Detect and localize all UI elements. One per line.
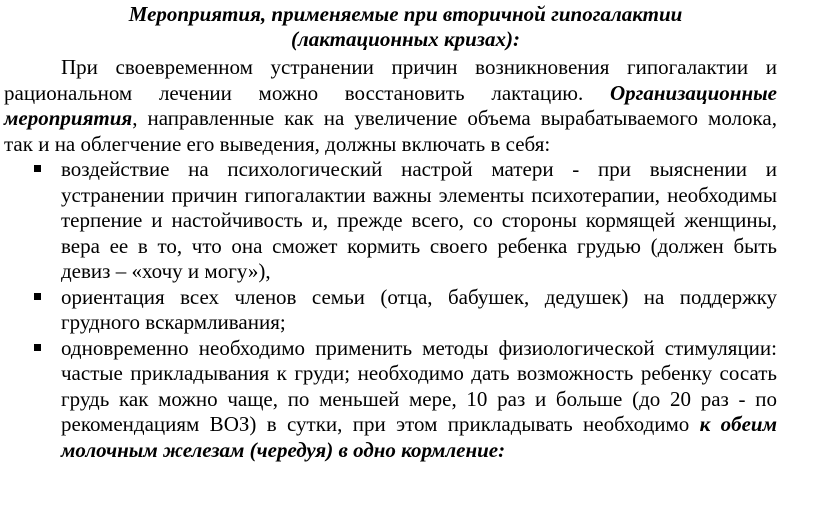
list-item-text: ориентация всех членов семьи (отца, бабушек, дедушек) на поддержку грудного вскармливания; <box>61 284 777 334</box>
section-title <box>4 2 777 52</box>
square-bullet-icon <box>34 165 41 172</box>
square-bullet-icon <box>34 293 41 300</box>
square-bullet-icon <box>34 344 41 351</box>
intro-text-before: При своевременном устранении причин возникновения гипогалактии и рациональном лечении можно восстановить лактацию. <box>4 55 777 105</box>
measures-list <box>4 157 777 463</box>
section-title-line-2: (лактационных кризах): <box>291 27 520 51</box>
document-page <box>4 2 777 463</box>
list-item <box>61 285 777 336</box>
section-title-line-1: Мероприятия, применяемые при вторичной гипогалактии <box>128 2 683 26</box>
intro-text-after: , направленные как на увеличение объема вырабатываемого молока, так и на облегчение его выведения, должны включать в себя: <box>4 106 777 156</box>
intro-paragraph <box>4 55 777 157</box>
list-item-text: воздействие на психологический настрой матери - при выяснении и устранении причин гипогалактии важны элементы психотерапии, необходимы терпение и настойчивость и, прежде всего, со стороны кормящей женщины, вера ее в то, что она сможет кормить своего ребенка грудью (должен быть девиз – «хочу и могу»), <box>61 157 777 283</box>
list-item <box>61 336 777 464</box>
intro-emphasis: Организационные мероприятия <box>4 80 777 130</box>
list-item-text: одновременно необходимо применить методы физиологической стимуляции: частые прикладывания к груди; необходимо дать возможность ребенку сосать грудь как можно чаще, по меньшей мере, 10 раз и больше (до 20 раз - по рекомендациям ВОЗ) в сутки, при этом прикладывать необходимо <box>61 335 777 436</box>
list-item <box>61 157 777 285</box>
list-item-emphasis: к обеим молочным железам (чередуя) в одно кормление: <box>61 412 778 462</box>
